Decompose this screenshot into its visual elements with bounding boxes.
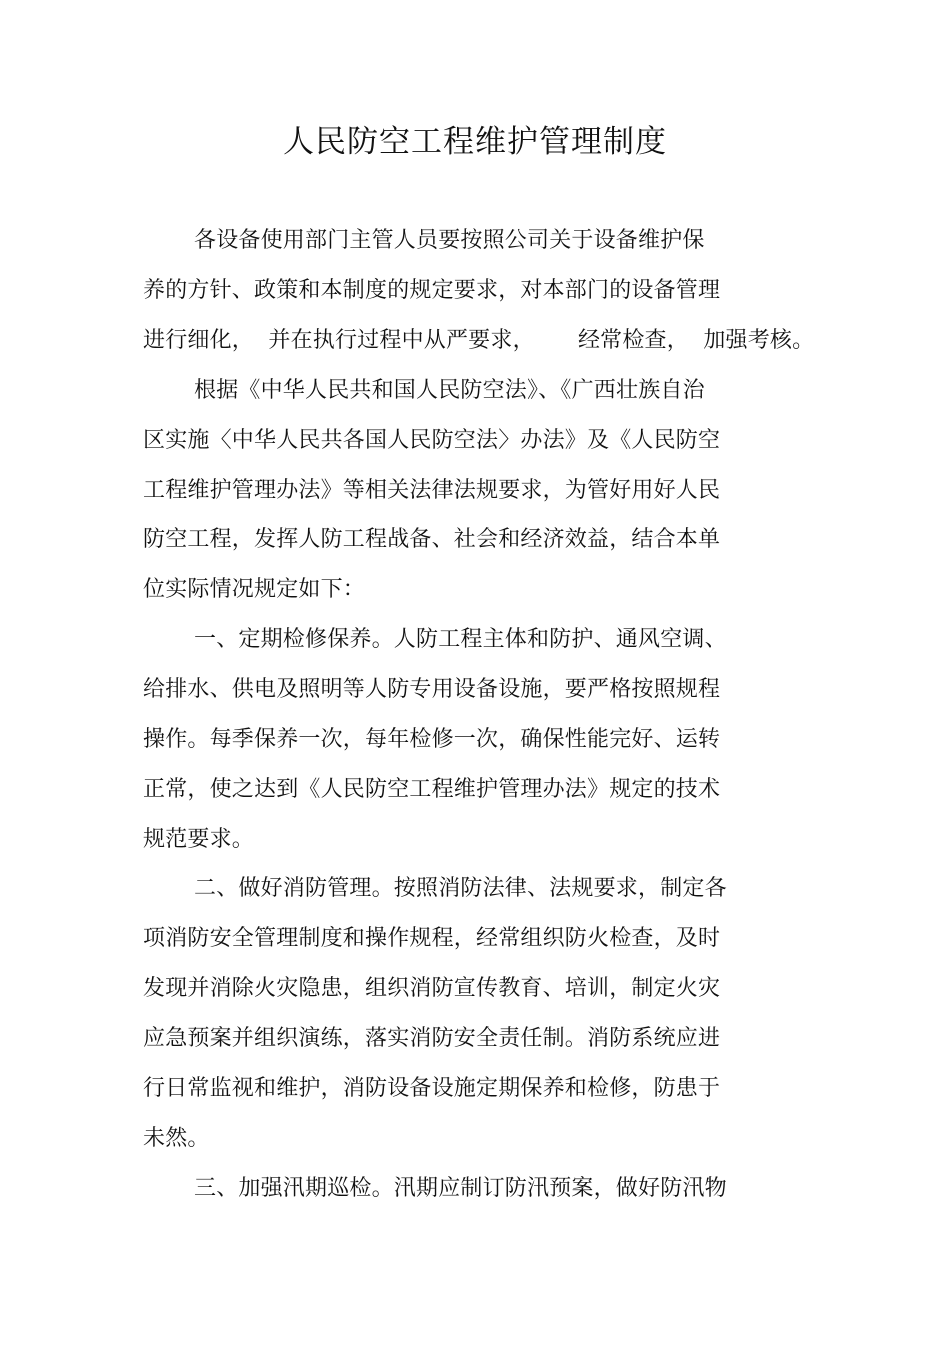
paragraph-line: 各设备使用部门主管人员要按照公司关于设备维护保 [194, 228, 705, 253]
paragraph-line: 未然。 [143, 1126, 210, 1151]
paragraph-line: 区实施〈中华人民共各国人民防空法〉办法》及《人民防空 [143, 428, 721, 453]
paragraph-line: 操作。每季保养一次，每年检修一次，确保性能完好、运转 [143, 727, 721, 752]
paragraph-line: 二、做好消防管理。按照消防法律、法规要求，制定各 [194, 876, 727, 901]
paragraph-line: 工程维护管理办法》等相关法律法规要求，为管好用好人民 [143, 478, 721, 503]
paragraph-line: 一、定期检修保养。人防工程主体和防护、通风空调、 [194, 627, 727, 652]
paragraph-line: 发现并消除火灾隐患，组织消防宣传教育、培训，制定火灾 [143, 976, 721, 1001]
paragraph-line: 三、加强汛期巡检。汛期应制订防汛预案，做好防汛物 [194, 1176, 727, 1201]
paragraph-line: 进行细化， 并在执行过程中从严要求， 经常检查， 加强考核。 [143, 328, 815, 353]
paragraph-line: 正常，使之达到《人民防空工程维护管理办法》规定的技术 [143, 777, 721, 802]
document-title: 人民防空工程维护管理制度 [283, 124, 667, 160]
paragraph-line: 防空工程，发挥人防工程战备、社会和经济效益，结合本单 [143, 527, 721, 552]
paragraph-line: 根据《中华人民共和国人民防空法》、《广西壮族自治 [194, 378, 705, 403]
paragraph-line: 养的方针、政策和本制度的规定要求，对本部门的设备管理 [143, 278, 721, 303]
paragraph-line: 行日常监视和维护，消防设备设施定期保养和检修，防患于 [143, 1076, 721, 1101]
paragraph-line: 给排水、供电及照明等人防专用设备设施，要严格按照规程 [143, 677, 721, 702]
paragraph-line: 位实际情况规定如下： [143, 577, 366, 602]
paragraph-line: 应急预案并组织演练，落实消防安全责任制。消防系统应进 [143, 1026, 721, 1051]
paragraph-line: 规范要求。 [143, 827, 255, 852]
paragraph-line: 项消防安全管理制度和操作规程，经常组织防火检查，及时 [143, 926, 721, 951]
